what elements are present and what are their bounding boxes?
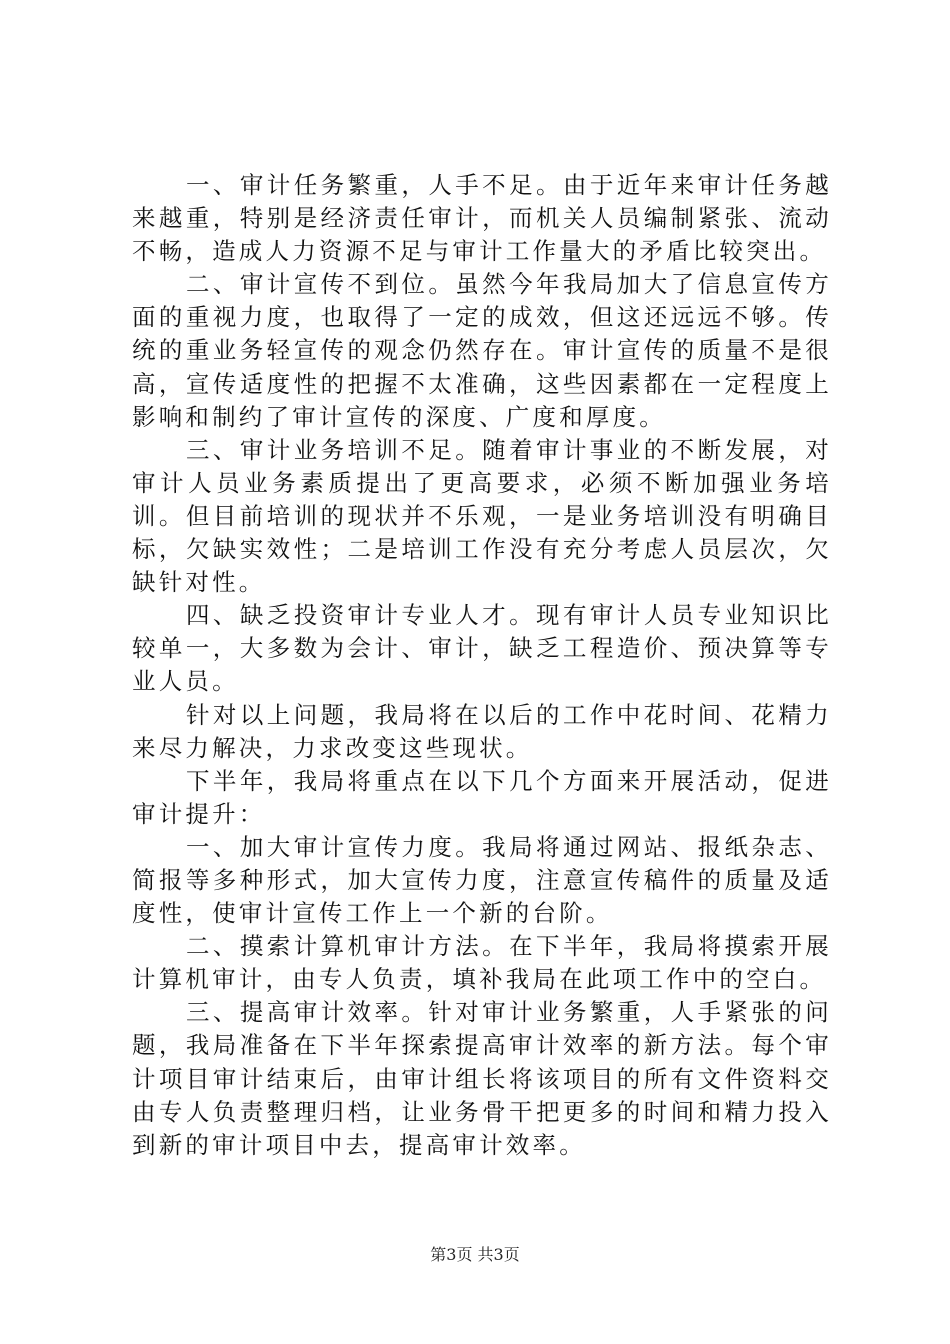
paragraph-problem-4: 四、缺乏投资审计专业人才。现有审计人员专业知识比较单一，大多数为会计、审计，缺乏工程造价、预决算等专业人员。: [132, 601, 832, 696]
paragraph-plan-intro: 下半年，我局将重点在以下几个方面来开展活动，促进审计提升：: [132, 766, 832, 828]
paragraph-problem-1: 一、审计任务繁重，人手不足。由于近年来审计任务越来越重，特别是经济责任审计，而机关人员编制紧张、流动不畅，造成人力资源不足与审计工作量大的矛盾比较突出。: [132, 171, 832, 266]
paragraph-plan-1: 一、加大审计宣传力度。我局将通过网站、报纸杂志、简报等多种形式，加大宣传力度，注意宣传稿件的质量及适度性，使审计宣传工作上一个新的台阶。: [132, 832, 832, 928]
paragraph-plan-3: 三、提高审计效率。针对审计业务繁重，人手紧张的问题，我局准备在下半年探索提高审计效率的新方法。每个审计项目审计结束后，由审计组长将该项目的所有文件资料交由专人负责整理归档，让业务骨干把更多的时间和精力投入到新的审计项目中去，提高审计效率。: [132, 998, 832, 1159]
page-number-footer: 第3页 共3页: [430, 1245, 520, 1264]
paragraph-problem-3: 三、审计业务培训不足。随着审计事业的不断发展，对审计人员业务素质提出了更高要求，必须不断加强业务培训。但目前培训的现状并不乐观，一是业务培训没有明确目标，欠缺实效性；二是培训工作没有充分考虑人员层次，欠缺针对性。: [132, 435, 832, 597]
document-body: [132, 169, 832, 1162]
paragraph-plan-2: 二、摸索计算机审计方法。在下半年，我局将摸索开展计算机审计，由专人负责，填补我局在此项工作中的空白。: [132, 932, 832, 994]
paragraph-problem-2: 二、审计宣传不到位。虽然今年我局加大了信息宣传方面的重视力度，也取得了一定的成效，但这还远远不够。传统的重业务轻宣传的观念仍然存在。审计宣传的质量不是很高，宣传适度性的把握不太准确，这些因素都在一定程度上影响和制约了审计宣传的深度、广度和厚度。: [132, 270, 832, 431]
paragraph-response: 针对以上问题，我局将在以后的工作中花时间、花精力来尽力解决，力求改变这些现状。: [132, 700, 832, 762]
